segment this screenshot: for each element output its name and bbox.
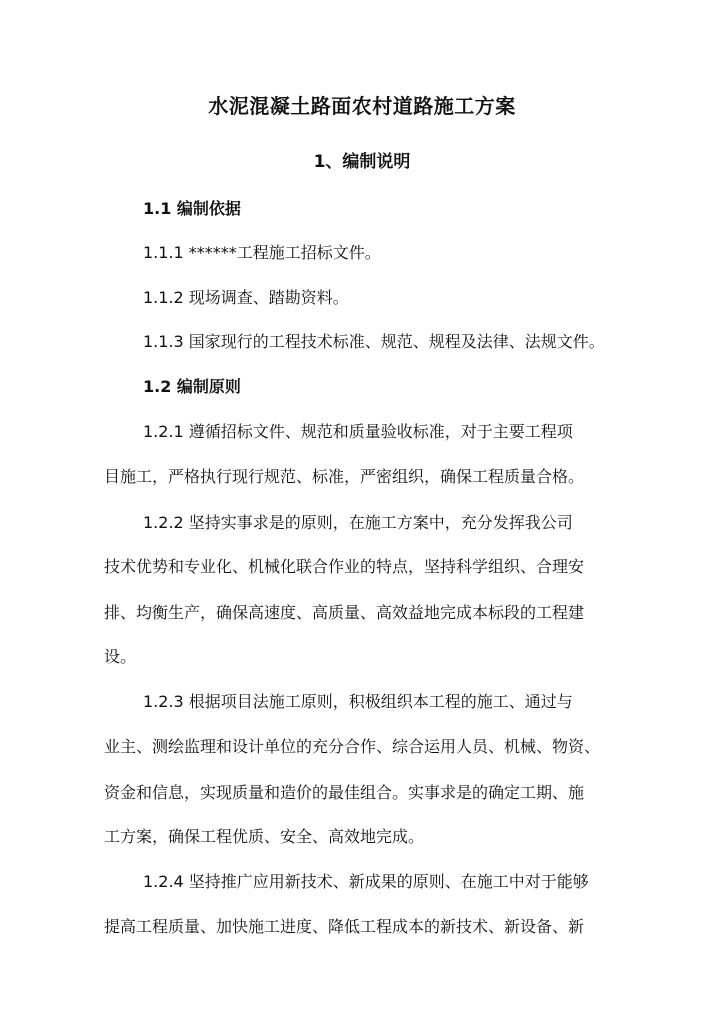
paragraph-1-2-1-line: 1.2.1 遵循招标文件、规范和质量验收标准，对于主要工程项 [143,422,573,441]
paragraph-1-2-2-line: 设。 [104,647,137,666]
paragraph-1-2-3-line: 资金和信息，实现质量和造价的最佳组合。实事求是的确定工期、施 [104,783,585,802]
section-heading: 1、编制说明 [313,152,411,172]
document-title: 水泥混凝土路面农村道路施工方案 [208,94,516,118]
paragraph-1-2-2-line: 1.2.2 坚持实事求是的原则，在施工方案中，充分发挥我公司 [143,513,573,532]
paragraph-1-2-3-line: 业主、测绘监理和设计单位的充分合作、综合运用人员、机械、物资、 [104,737,601,756]
list-item-1-1-3: 1.1.3 国家现行的工程技术标准、规范、规程及法律、法规文件。 [143,332,605,351]
paragraph-1-2-3-line: 工方案，确保工程优质、安全、高效地完成。 [104,827,425,846]
paragraph-1-2-4-line: 1.2.4 坚持推广应用新技术、新成果的原则、在施工中对于能够 [143,872,589,891]
subsection-heading-1-1: 1.1 编制依据 [143,199,241,218]
subsection-heading-1-2: 1.2 编制原则 [143,377,241,396]
list-item-1-1-2: 1.1.2 现场调查、踏勘资料。 [143,288,349,307]
paragraph-1-2-4-line: 提高工程质量、加快施工进度、降低工程成本的新技术、新设备、新 [104,917,585,936]
paragraph-1-2-3-line: 1.2.3 根据项目法施工原则，积极组织本工程的施工、通过与 [143,692,573,711]
list-item-1-1-1: 1.1.1 ******工程施工招标文件。 [143,243,381,262]
paragraph-1-2-2-line: 技术优势和专业化、机械化联合作业的特点，坚持科学组织、合理安 [104,557,585,576]
paragraph-1-2-2-line: 排、均衡生产，确保高速度、高质量、高效益地完成本标段的工程建 [104,603,585,622]
paragraph-1-2-1-line: 目施工，严格执行现行规范、标准，严密组织，确保工程质量合格。 [104,467,585,486]
